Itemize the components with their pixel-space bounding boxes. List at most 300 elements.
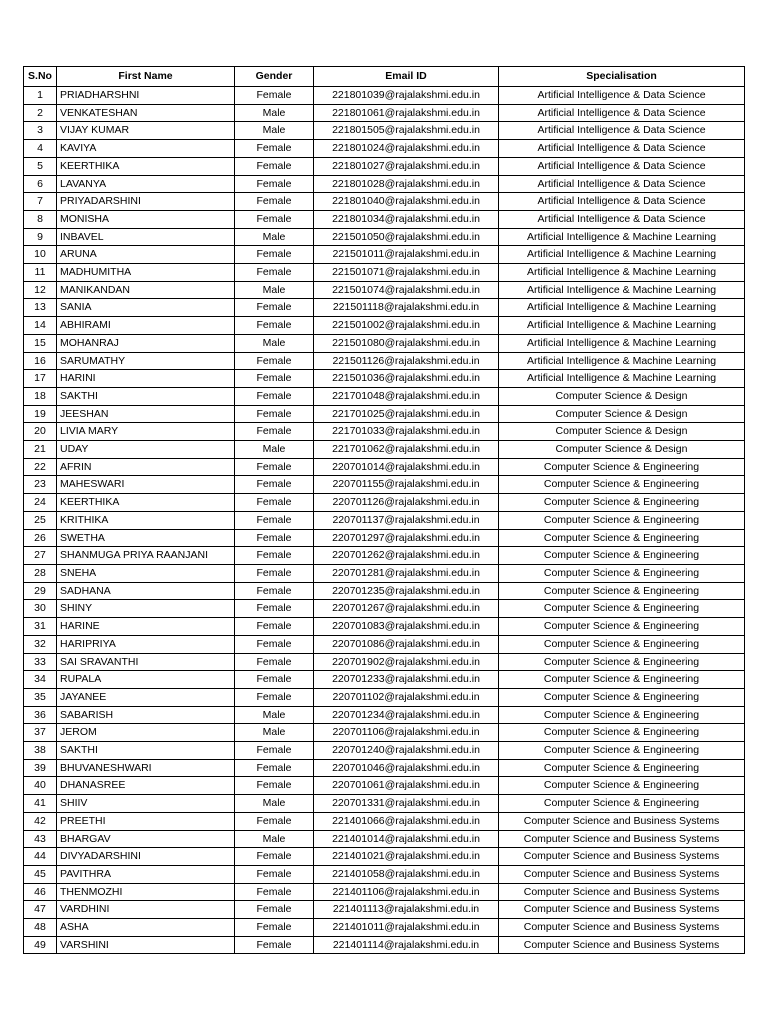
specialisation-cell: Computer Science & Design	[499, 423, 745, 441]
table-row	[24, 458, 745, 476]
specialisation-cell: Artificial Intelligence & Data Science	[499, 122, 745, 140]
sno-cell: 21	[24, 441, 57, 459]
email-cell: 221801505@rajalakshmi.edu.in	[314, 122, 499, 140]
email-cell: 221401021@rajalakshmi.edu.in	[314, 848, 499, 866]
email-cell: 220701083@rajalakshmi.edu.in	[314, 618, 499, 636]
table-row	[24, 476, 745, 494]
table-body	[24, 87, 745, 954]
first-name-cell: SAI SRAVANTHI	[57, 653, 235, 671]
email-cell: 221801034@rajalakshmi.edu.in	[314, 210, 499, 228]
gender-cell: Female	[235, 600, 314, 618]
specialisation-cell: Artificial Intelligence & Data Science	[499, 193, 745, 211]
email-cell: 221701033@rajalakshmi.edu.in	[314, 423, 499, 441]
specialisation-cell: Artificial Intelligence & Machine Learning	[499, 228, 745, 246]
email-cell: 220701281@rajalakshmi.edu.in	[314, 564, 499, 582]
sno-cell: 41	[24, 795, 57, 813]
first-name-cell: ABHIRAMI	[57, 317, 235, 335]
specialisation-cell: Computer Science & Engineering	[499, 635, 745, 653]
first-name-cell: SHIIV	[57, 795, 235, 813]
table-row	[24, 547, 745, 565]
specialisation-cell: Artificial Intelligence & Machine Learning	[499, 317, 745, 335]
first-name-cell: MONISHA	[57, 210, 235, 228]
specialisation-cell: Artificial Intelligence & Data Science	[499, 210, 745, 228]
sno-cell: 2	[24, 104, 57, 122]
sno-cell: 12	[24, 281, 57, 299]
table-row	[24, 494, 745, 512]
gender-cell: Female	[235, 317, 314, 335]
table-row	[24, 919, 745, 937]
first-name-cell: RUPALA	[57, 671, 235, 689]
specialisation-cell: Computer Science & Engineering	[499, 653, 745, 671]
specialisation-cell: Artificial Intelligence & Data Science	[499, 157, 745, 175]
specialisation-cell: Artificial Intelligence & Data Science	[499, 175, 745, 193]
gender-cell: Female	[235, 423, 314, 441]
sno-cell: 26	[24, 529, 57, 547]
gender-cell: Female	[235, 901, 314, 919]
sno-cell: 14	[24, 317, 57, 335]
table-row	[24, 317, 745, 335]
email-cell: 221701048@rajalakshmi.edu.in	[314, 387, 499, 405]
table-row	[24, 706, 745, 724]
first-name-cell: HARINE	[57, 618, 235, 636]
email-cell: 221501126@rajalakshmi.edu.in	[314, 352, 499, 370]
specialisation-cell: Artificial Intelligence & Machine Learning	[499, 264, 745, 282]
specialisation-cell: Computer Science & Engineering	[499, 494, 745, 512]
gender-cell: Female	[235, 264, 314, 282]
table-row	[24, 582, 745, 600]
gender-cell: Female	[235, 476, 314, 494]
gender-cell: Female	[235, 671, 314, 689]
gender-cell: Female	[235, 653, 314, 671]
gender-cell: Female	[235, 210, 314, 228]
specialisation-cell: Computer Science & Engineering	[499, 795, 745, 813]
gender-cell: Female	[235, 370, 314, 388]
sno-cell: 7	[24, 193, 57, 211]
gender-cell: Male	[235, 281, 314, 299]
email-cell: 221501074@rajalakshmi.edu.in	[314, 281, 499, 299]
table-row	[24, 812, 745, 830]
sno-cell: 22	[24, 458, 57, 476]
table-row	[24, 600, 745, 618]
first-name-cell: PAVITHRA	[57, 865, 235, 883]
first-name-cell: PRIADHARSHNI	[57, 87, 235, 105]
specialisation-cell: Computer Science & Engineering	[499, 688, 745, 706]
sno-cell: 33	[24, 653, 57, 671]
table-row	[24, 848, 745, 866]
gender-cell: Female	[235, 688, 314, 706]
first-name-cell: JEESHAN	[57, 405, 235, 423]
first-name-cell: VARSHINI	[57, 936, 235, 954]
sno-cell: 5	[24, 157, 57, 175]
first-name-cell: MOHANRAJ	[57, 334, 235, 352]
gender-cell: Female	[235, 618, 314, 636]
first-name-cell: ARUNA	[57, 246, 235, 264]
table-header-row	[24, 67, 745, 87]
first-name-cell: SHANMUGA PRIYA RAANJANI	[57, 547, 235, 565]
specialisation-cell: Computer Science & Engineering	[499, 600, 745, 618]
table-row	[24, 635, 745, 653]
first-name-cell: MAHESWARI	[57, 476, 235, 494]
sno-cell: 20	[24, 423, 57, 441]
gender-cell: Female	[235, 582, 314, 600]
gender-cell: Female	[235, 936, 314, 954]
email-cell: 220701331@rajalakshmi.edu.in	[314, 795, 499, 813]
gender-cell: Female	[235, 458, 314, 476]
gender-cell: Female	[235, 193, 314, 211]
table-row	[24, 352, 745, 370]
email-cell: 220701126@rajalakshmi.edu.in	[314, 494, 499, 512]
sno-cell: 1	[24, 87, 57, 105]
sno-cell: 32	[24, 635, 57, 653]
email-cell: 221801039@rajalakshmi.edu.in	[314, 87, 499, 105]
sno-cell: 8	[24, 210, 57, 228]
table-row	[24, 423, 745, 441]
first-name-cell: SADHANA	[57, 582, 235, 600]
first-name-cell: JEROM	[57, 724, 235, 742]
specialisation-cell: Computer Science & Design	[499, 441, 745, 459]
table-row	[24, 228, 745, 246]
email-cell: 220701102@rajalakshmi.edu.in	[314, 688, 499, 706]
gender-cell: Female	[235, 883, 314, 901]
first-name-cell: HARINI	[57, 370, 235, 388]
email-cell: 221801024@rajalakshmi.edu.in	[314, 140, 499, 158]
specialisation-cell: Computer Science and Business Systems	[499, 883, 745, 901]
first-name-cell: SAKTHI	[57, 387, 235, 405]
gender-cell: Male	[235, 104, 314, 122]
specialisation-cell: Computer Science & Engineering	[499, 564, 745, 582]
specialisation-cell: Artificial Intelligence & Machine Learning	[499, 281, 745, 299]
email-cell: 220701233@rajalakshmi.edu.in	[314, 671, 499, 689]
email-cell: 221401113@rajalakshmi.edu.in	[314, 901, 499, 919]
email-cell: 221501011@rajalakshmi.edu.in	[314, 246, 499, 264]
sno-cell: 15	[24, 334, 57, 352]
sno-cell: 17	[24, 370, 57, 388]
first-name-cell: JAYANEE	[57, 688, 235, 706]
email-cell: 220701240@rajalakshmi.edu.in	[314, 742, 499, 760]
email-cell: 220701014@rajalakshmi.edu.in	[314, 458, 499, 476]
specialisation-cell: Computer Science and Business Systems	[499, 848, 745, 866]
email-cell: 221501118@rajalakshmi.edu.in	[314, 299, 499, 317]
specialisation-cell: Computer Science & Engineering	[499, 582, 745, 600]
email-cell: 220701235@rajalakshmi.edu.in	[314, 582, 499, 600]
specialisation-cell: Artificial Intelligence & Data Science	[499, 87, 745, 105]
specialisation-cell: Computer Science and Business Systems	[499, 865, 745, 883]
sno-cell: 13	[24, 299, 57, 317]
gender-cell: Male	[235, 122, 314, 140]
gender-cell: Male	[235, 228, 314, 246]
specialisation-cell: Computer Science and Business Systems	[499, 812, 745, 830]
gender-cell: Female	[235, 352, 314, 370]
email-cell: 220701137@rajalakshmi.edu.in	[314, 511, 499, 529]
header-gender: Gender	[235, 67, 314, 87]
email-cell: 220701061@rajalakshmi.edu.in	[314, 777, 499, 795]
specialisation-cell: Computer Science & Engineering	[499, 476, 745, 494]
table-row	[24, 299, 745, 317]
table-row	[24, 936, 745, 954]
specialisation-cell: Computer Science and Business Systems	[499, 936, 745, 954]
table-row	[24, 387, 745, 405]
header-email: Email ID	[314, 67, 499, 87]
gender-cell: Female	[235, 919, 314, 937]
first-name-cell: SHINY	[57, 600, 235, 618]
first-name-cell: SARUMATHY	[57, 352, 235, 370]
email-cell: 221401106@rajalakshmi.edu.in	[314, 883, 499, 901]
gender-cell: Female	[235, 865, 314, 883]
email-cell: 221701025@rajalakshmi.edu.in	[314, 405, 499, 423]
specialisation-cell: Computer Science & Engineering	[499, 529, 745, 547]
first-name-cell: VENKATESHAN	[57, 104, 235, 122]
sno-cell: 38	[24, 742, 57, 760]
table-row	[24, 193, 745, 211]
email-cell: 220701086@rajalakshmi.edu.in	[314, 635, 499, 653]
specialisation-cell: Artificial Intelligence & Machine Learning	[499, 352, 745, 370]
table-row	[24, 175, 745, 193]
email-cell: 221401114@rajalakshmi.edu.in	[314, 936, 499, 954]
sno-cell: 23	[24, 476, 57, 494]
first-name-cell: SWETHA	[57, 529, 235, 547]
sno-cell: 29	[24, 582, 57, 600]
gender-cell: Female	[235, 87, 314, 105]
table-row	[24, 742, 745, 760]
email-cell: 221501050@rajalakshmi.edu.in	[314, 228, 499, 246]
specialisation-cell: Computer Science & Engineering	[499, 511, 745, 529]
first-name-cell: LIVIA MARY	[57, 423, 235, 441]
first-name-cell: LAVANYA	[57, 175, 235, 193]
first-name-cell: MADHUMITHA	[57, 264, 235, 282]
sno-cell: 36	[24, 706, 57, 724]
table-row	[24, 865, 745, 883]
specialisation-cell: Computer Science and Business Systems	[499, 830, 745, 848]
specialisation-cell: Artificial Intelligence & Machine Learning	[499, 246, 745, 264]
specialisation-cell: Computer Science & Design	[499, 387, 745, 405]
sno-cell: 40	[24, 777, 57, 795]
table-row	[24, 210, 745, 228]
first-name-cell: SANIA	[57, 299, 235, 317]
first-name-cell: KAVIYA	[57, 140, 235, 158]
specialisation-cell: Artificial Intelligence & Data Science	[499, 140, 745, 158]
table-row	[24, 511, 745, 529]
sno-cell: 16	[24, 352, 57, 370]
email-cell: 220701297@rajalakshmi.edu.in	[314, 529, 499, 547]
table-row	[24, 724, 745, 742]
table-row	[24, 140, 745, 158]
table-row	[24, 529, 745, 547]
gender-cell: Female	[235, 157, 314, 175]
gender-cell: Female	[235, 140, 314, 158]
sno-cell: 35	[24, 688, 57, 706]
first-name-cell: BHUVANESHWARI	[57, 759, 235, 777]
gender-cell: Female	[235, 387, 314, 405]
email-cell: 220701902@rajalakshmi.edu.in	[314, 653, 499, 671]
table-row	[24, 281, 745, 299]
email-cell: 221401011@rajalakshmi.edu.in	[314, 919, 499, 937]
table-row	[24, 334, 745, 352]
specialisation-cell: Computer Science & Engineering	[499, 777, 745, 795]
sno-cell: 30	[24, 600, 57, 618]
table-row	[24, 759, 745, 777]
sno-cell: 47	[24, 901, 57, 919]
specialisation-cell: Artificial Intelligence & Machine Learning	[499, 299, 745, 317]
gender-cell: Female	[235, 742, 314, 760]
sno-cell: 10	[24, 246, 57, 264]
first-name-cell: BHARGAV	[57, 830, 235, 848]
first-name-cell: INBAVEL	[57, 228, 235, 246]
table-row	[24, 777, 745, 795]
gender-cell: Male	[235, 706, 314, 724]
sno-cell: 24	[24, 494, 57, 512]
email-cell: 221501036@rajalakshmi.edu.in	[314, 370, 499, 388]
gender-cell: Female	[235, 494, 314, 512]
table-row	[24, 104, 745, 122]
gender-cell: Female	[235, 299, 314, 317]
student-table	[23, 66, 745, 954]
table-row	[24, 671, 745, 689]
gender-cell: Female	[235, 405, 314, 423]
header-specialisation: Specialisation	[499, 67, 745, 87]
specialisation-cell: Computer Science & Engineering	[499, 724, 745, 742]
table-row	[24, 246, 745, 264]
first-name-cell: SNEHA	[57, 564, 235, 582]
specialisation-cell: Artificial Intelligence & Machine Learning	[499, 370, 745, 388]
first-name-cell: PREETHI	[57, 812, 235, 830]
sno-cell: 25	[24, 511, 57, 529]
gender-cell: Male	[235, 441, 314, 459]
email-cell: 221801061@rajalakshmi.edu.in	[314, 104, 499, 122]
gender-cell: Female	[235, 564, 314, 582]
table-row	[24, 264, 745, 282]
table-row	[24, 405, 745, 423]
sno-cell: 18	[24, 387, 57, 405]
gender-cell: Female	[235, 848, 314, 866]
sno-cell: 19	[24, 405, 57, 423]
sno-cell: 48	[24, 919, 57, 937]
sno-cell: 4	[24, 140, 57, 158]
email-cell: 220701234@rajalakshmi.edu.in	[314, 706, 499, 724]
gender-cell: Female	[235, 175, 314, 193]
specialisation-cell: Computer Science & Engineering	[499, 618, 745, 636]
first-name-cell: THENMOZHI	[57, 883, 235, 901]
sno-cell: 28	[24, 564, 57, 582]
first-name-cell: KRITHIKA	[57, 511, 235, 529]
table-row	[24, 87, 745, 105]
table-row	[24, 157, 745, 175]
table-row	[24, 883, 745, 901]
gender-cell: Female	[235, 777, 314, 795]
email-cell: 221501002@rajalakshmi.edu.in	[314, 317, 499, 335]
first-name-cell: PRIYADARSHINI	[57, 193, 235, 211]
specialisation-cell: Computer Science and Business Systems	[499, 919, 745, 937]
email-cell: 221401066@rajalakshmi.edu.in	[314, 812, 499, 830]
specialisation-cell: Computer Science & Engineering	[499, 706, 745, 724]
first-name-cell: HARIPRIYA	[57, 635, 235, 653]
first-name-cell: UDAY	[57, 441, 235, 459]
gender-cell: Female	[235, 812, 314, 830]
specialisation-cell: Computer Science & Engineering	[499, 547, 745, 565]
table-row	[24, 370, 745, 388]
sno-cell: 3	[24, 122, 57, 140]
email-cell: 221801040@rajalakshmi.edu.in	[314, 193, 499, 211]
specialisation-cell: Computer Science & Engineering	[499, 759, 745, 777]
first-name-cell: MANIKANDAN	[57, 281, 235, 299]
table-row	[24, 901, 745, 919]
first-name-cell: AFRIN	[57, 458, 235, 476]
email-cell: 221501080@rajalakshmi.edu.in	[314, 334, 499, 352]
table-row	[24, 618, 745, 636]
table-row	[24, 688, 745, 706]
specialisation-cell: Computer Science & Engineering	[499, 458, 745, 476]
email-cell: 221701062@rajalakshmi.edu.in	[314, 441, 499, 459]
email-cell: 220701046@rajalakshmi.edu.in	[314, 759, 499, 777]
gender-cell: Female	[235, 635, 314, 653]
sno-cell: 6	[24, 175, 57, 193]
sno-cell: 39	[24, 759, 57, 777]
gender-cell: Female	[235, 529, 314, 547]
gender-cell: Male	[235, 830, 314, 848]
sno-cell: 45	[24, 865, 57, 883]
sno-cell: 43	[24, 830, 57, 848]
email-cell: 221801027@rajalakshmi.edu.in	[314, 157, 499, 175]
gender-cell: Female	[235, 759, 314, 777]
student-list-sheet	[23, 66, 744, 954]
first-name-cell: VIJAY KUMAR	[57, 122, 235, 140]
gender-cell: Male	[235, 724, 314, 742]
sno-cell: 9	[24, 228, 57, 246]
table-row	[24, 564, 745, 582]
specialisation-cell: Computer Science & Design	[499, 405, 745, 423]
sno-cell: 46	[24, 883, 57, 901]
first-name-cell: ASHA	[57, 919, 235, 937]
email-cell: 221801028@rajalakshmi.edu.in	[314, 175, 499, 193]
table-row	[24, 795, 745, 813]
table-row	[24, 653, 745, 671]
email-cell: 220701106@rajalakshmi.edu.in	[314, 724, 499, 742]
sno-cell: 11	[24, 264, 57, 282]
gender-cell: Male	[235, 334, 314, 352]
email-cell: 221501071@rajalakshmi.edu.in	[314, 264, 499, 282]
table-row	[24, 441, 745, 459]
first-name-cell: DIVYADARSHINI	[57, 848, 235, 866]
first-name-cell: SABARISH	[57, 706, 235, 724]
specialisation-cell: Artificial Intelligence & Data Science	[499, 104, 745, 122]
first-name-cell: KEERTHIKA	[57, 157, 235, 175]
gender-cell: Male	[235, 795, 314, 813]
email-cell: 221401058@rajalakshmi.edu.in	[314, 865, 499, 883]
email-cell: 220701267@rajalakshmi.edu.in	[314, 600, 499, 618]
sno-cell: 42	[24, 812, 57, 830]
specialisation-cell: Computer Science & Engineering	[499, 742, 745, 760]
sno-cell: 44	[24, 848, 57, 866]
specialisation-cell: Computer Science & Engineering	[499, 671, 745, 689]
sno-cell: 37	[24, 724, 57, 742]
first-name-cell: DHANASREE	[57, 777, 235, 795]
header-sno: S.No	[24, 67, 57, 87]
email-cell: 220701262@rajalakshmi.edu.in	[314, 547, 499, 565]
sno-cell: 27	[24, 547, 57, 565]
sno-cell: 34	[24, 671, 57, 689]
table-row	[24, 830, 745, 848]
gender-cell: Female	[235, 246, 314, 264]
header-first-name: First Name	[57, 67, 235, 87]
email-cell: 221401014@rajalakshmi.edu.in	[314, 830, 499, 848]
sno-cell: 49	[24, 936, 57, 954]
first-name-cell: SAKTHI	[57, 742, 235, 760]
specialisation-cell: Computer Science and Business Systems	[499, 901, 745, 919]
first-name-cell: KEERTHIKA	[57, 494, 235, 512]
gender-cell: Female	[235, 511, 314, 529]
table-row	[24, 122, 745, 140]
gender-cell: Female	[235, 547, 314, 565]
first-name-cell: VARDHINI	[57, 901, 235, 919]
